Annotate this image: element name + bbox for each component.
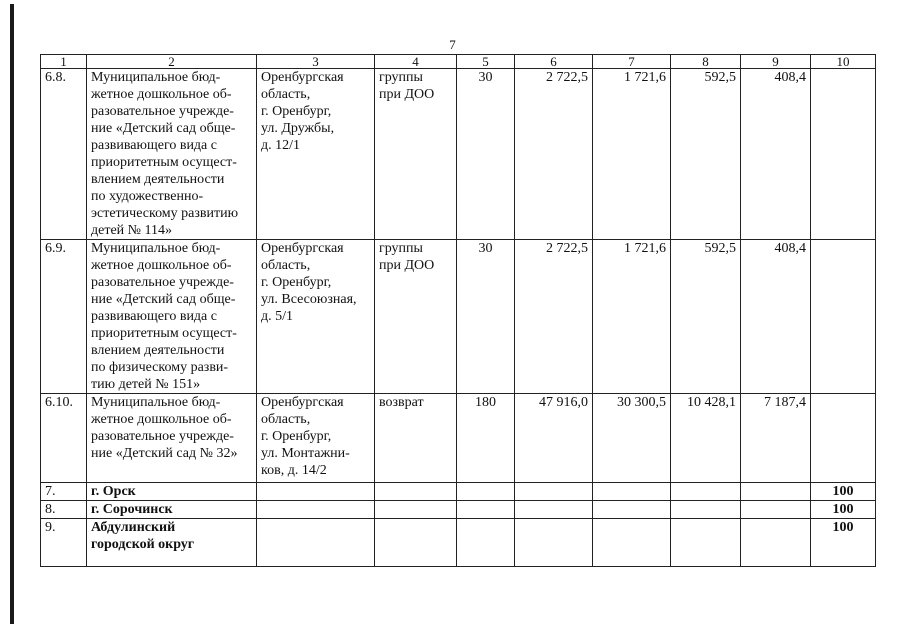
address: Оренбургская область, г. Оренбург, ул. Дружбы, д. 12/1	[257, 69, 375, 240]
column-header: 5	[457, 55, 515, 69]
column-header: 8	[671, 55, 741, 69]
empty-cell	[671, 483, 741, 501]
places-count: 30	[457, 69, 515, 240]
page-number: 7	[449, 37, 456, 52]
empty-cell	[257, 483, 375, 501]
column-header: 10	[811, 55, 876, 69]
amount-col8: 592,5	[671, 69, 741, 240]
empty-cell	[593, 483, 671, 501]
empty-cell	[671, 519, 741, 567]
amount-col9: 7 187,4	[741, 394, 811, 483]
empty-cell	[457, 519, 515, 567]
col10-value	[811, 240, 876, 394]
col10-value: 100	[811, 501, 876, 519]
empty-cell	[671, 501, 741, 519]
object-type: группы при ДОО	[375, 69, 457, 240]
places-count: 180	[457, 394, 515, 483]
col10-value: 100	[811, 483, 876, 501]
institution-name: Муниципальное бюд- жетное дошкольное об- разовательное учрежде- ние «Детский сад обще- развивающего вида с приоритетным осущест- влением деятельности по художественно- эстетическому развитию детей № 114»	[87, 69, 257, 240]
empty-cell	[375, 501, 457, 519]
empty-cell	[741, 519, 811, 567]
institution-name: Муниципальное бюд- жетное дошкольное об- разовательное учрежде- ние «Детский сад № 32»	[87, 394, 257, 483]
row-number: 7.	[41, 483, 87, 501]
empty-cell	[375, 519, 457, 567]
amount-col7: 1 721,6	[593, 240, 671, 394]
places-count: 30	[457, 240, 515, 394]
address: Оренбургская область, г. Оренбург, ул. Всесоюзная, д. 5/1	[257, 240, 375, 394]
object-type: группы при ДОО	[375, 240, 457, 394]
municipality-name: Абдулинский городской округ	[87, 519, 257, 567]
empty-cell	[515, 519, 593, 567]
row-number: 6.10.	[41, 394, 87, 483]
amount-col9: 408,4	[741, 69, 811, 240]
column-header: 6	[515, 55, 593, 69]
scan-edge-bar	[10, 4, 14, 624]
empty-cell	[593, 501, 671, 519]
empty-cell	[741, 483, 811, 501]
empty-cell	[593, 519, 671, 567]
empty-cell	[375, 483, 457, 501]
municipality-name: г. Сорочинск	[87, 501, 257, 519]
amount-col9: 408,4	[741, 240, 811, 394]
table-row	[41, 394, 876, 483]
address: Оренбургская область, г. Оренбург, ул. Монтажни- ков, д. 14/2	[257, 394, 375, 483]
column-header: 7	[593, 55, 671, 69]
row-number: 8.	[41, 501, 87, 519]
table-row	[41, 519, 876, 567]
col10-value: 100	[811, 519, 876, 567]
amount-total: 2 722,5	[515, 69, 593, 240]
amount-col8: 592,5	[671, 240, 741, 394]
objects-table	[40, 54, 876, 567]
empty-cell	[741, 501, 811, 519]
amount-total: 2 722,5	[515, 240, 593, 394]
column-header: 2	[87, 55, 257, 69]
empty-cell	[457, 501, 515, 519]
object-type: возврат	[375, 394, 457, 483]
empty-cell	[515, 501, 593, 519]
col10-value	[811, 394, 876, 483]
amount-col8: 10 428,1	[671, 394, 741, 483]
table-row	[41, 501, 876, 519]
column-header: 4	[375, 55, 457, 69]
table-row	[41, 483, 876, 501]
empty-cell	[515, 483, 593, 501]
row-number: 9.	[41, 519, 87, 567]
amount-total: 47 916,0	[515, 394, 593, 483]
row-number: 6.9.	[41, 240, 87, 394]
column-number-row	[41, 55, 876, 69]
amount-col7: 1 721,6	[593, 69, 671, 240]
table-row	[41, 69, 876, 240]
column-header: 1	[41, 55, 87, 69]
amount-col7: 30 300,5	[593, 394, 671, 483]
municipality-name: г. Орск	[87, 483, 257, 501]
empty-cell	[457, 483, 515, 501]
empty-cell	[257, 519, 375, 567]
column-header: 9	[741, 55, 811, 69]
institution-name: Муниципальное бюд- жетное дошкольное об- разовательное учрежде- ние «Детский сад обще- развивающего вида с приоритетным осущест- влением деятельности по физическому разви- тию детей № 151»	[87, 240, 257, 394]
col10-value	[811, 69, 876, 240]
column-header: 3	[257, 55, 375, 69]
table-row	[41, 240, 876, 394]
row-number: 6.8.	[41, 69, 87, 240]
empty-cell	[257, 501, 375, 519]
